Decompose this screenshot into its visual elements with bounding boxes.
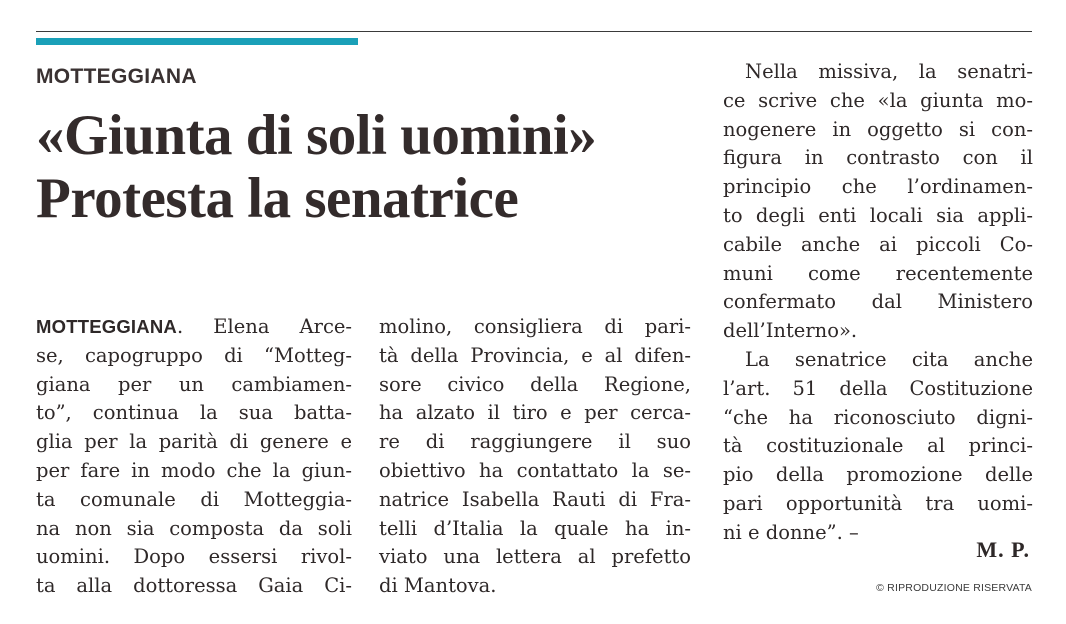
body-line: “che ha riconosciuto digni- — [723, 405, 1033, 429]
top-rule — [36, 31, 1032, 32]
section-accent-bar — [36, 38, 358, 45]
body-line: se, capogruppo di “Motteg- — [36, 343, 352, 367]
body-line: per fare in modo che la giun- — [36, 458, 352, 482]
body-line: La senatrice cita anche — [745, 347, 1033, 371]
body-line: l’art. 51 della Costituzione — [723, 376, 1033, 400]
body-line: na non sia composta da soli — [36, 516, 352, 540]
body-line: ta alla dottoressa Gaia Ci- — [36, 574, 352, 598]
body-line: to degli enti locali sia appli- — [723, 203, 1033, 227]
body-line: telli d’Italia la quale ha in- — [379, 516, 691, 540]
body-line: ha alzato il tiro e per cerca- — [379, 401, 691, 425]
body-line: principio che l’ordinamen- — [723, 175, 1033, 199]
body-line: ni e donne”. – — [723, 520, 859, 544]
body-column-2 — [379, 313, 691, 601]
body-line: tà della Provincia, e al difen- — [379, 343, 691, 367]
body-line: uomini. Dopo essersi rivol- — [36, 545, 352, 569]
body-line: molino, consigliera di pari- — [379, 315, 691, 338]
body-line: pari opportunità tra uomi- — [723, 491, 1033, 515]
body-line: nogenere in oggetto si con- — [723, 117, 1033, 141]
dateline: MOTTEGGIANA — [36, 316, 177, 337]
headline-line-1: «Giunta di soli uomini» — [36, 104, 597, 167]
body-line: giana per un cambiamen- — [36, 372, 352, 396]
body-line: natrice Isabella Rauti di Fra- — [379, 487, 691, 511]
body-line: MOTTEGGIANA. Elena Arce- — [36, 315, 352, 338]
body-column-3 — [723, 58, 1033, 548]
body-line: confermato dal Ministero — [723, 290, 1033, 314]
headline-line-2: Protesta la senatrice — [36, 167, 519, 230]
body-line: tà costituzionale al princi- — [723, 434, 1033, 458]
body-line: glia per la parità di genere e — [36, 430, 352, 454]
body-column-1 — [36, 313, 352, 601]
body-line: ce scrive che «la giunta mo- — [723, 88, 1033, 112]
body-line: viato una lettera al prefetto — [379, 545, 691, 569]
body-line: figura in contrasto con il — [723, 146, 1033, 170]
body-line: obiettivo ha contattato la se- — [379, 458, 691, 482]
body-line: re di raggiungere il suo — [379, 430, 691, 454]
body-line: dell’Interno». — [723, 319, 858, 343]
body-line: pio della promozione delle — [723, 463, 1033, 487]
body-line: ta comunale di Motteggia- — [36, 487, 352, 511]
author-signature: M. P. — [976, 537, 1030, 562]
copyright-notice: © RIPRODUZIONE RISERVATA — [876, 582, 1032, 594]
body-line: to”, continua la sua batta- — [36, 401, 352, 425]
article-headline — [36, 104, 726, 230]
body-line: Nella missiva, la senatri- — [745, 60, 1033, 83]
body-line: di Mantova. — [379, 574, 497, 598]
body-line: muni come recentemente — [723, 261, 1033, 285]
section-kicker: MOTTEGGIANA — [36, 65, 197, 88]
body-line: cabile anche ai piccoli Co- — [723, 232, 1033, 256]
body-line: sore civico della Regione, — [379, 372, 691, 396]
